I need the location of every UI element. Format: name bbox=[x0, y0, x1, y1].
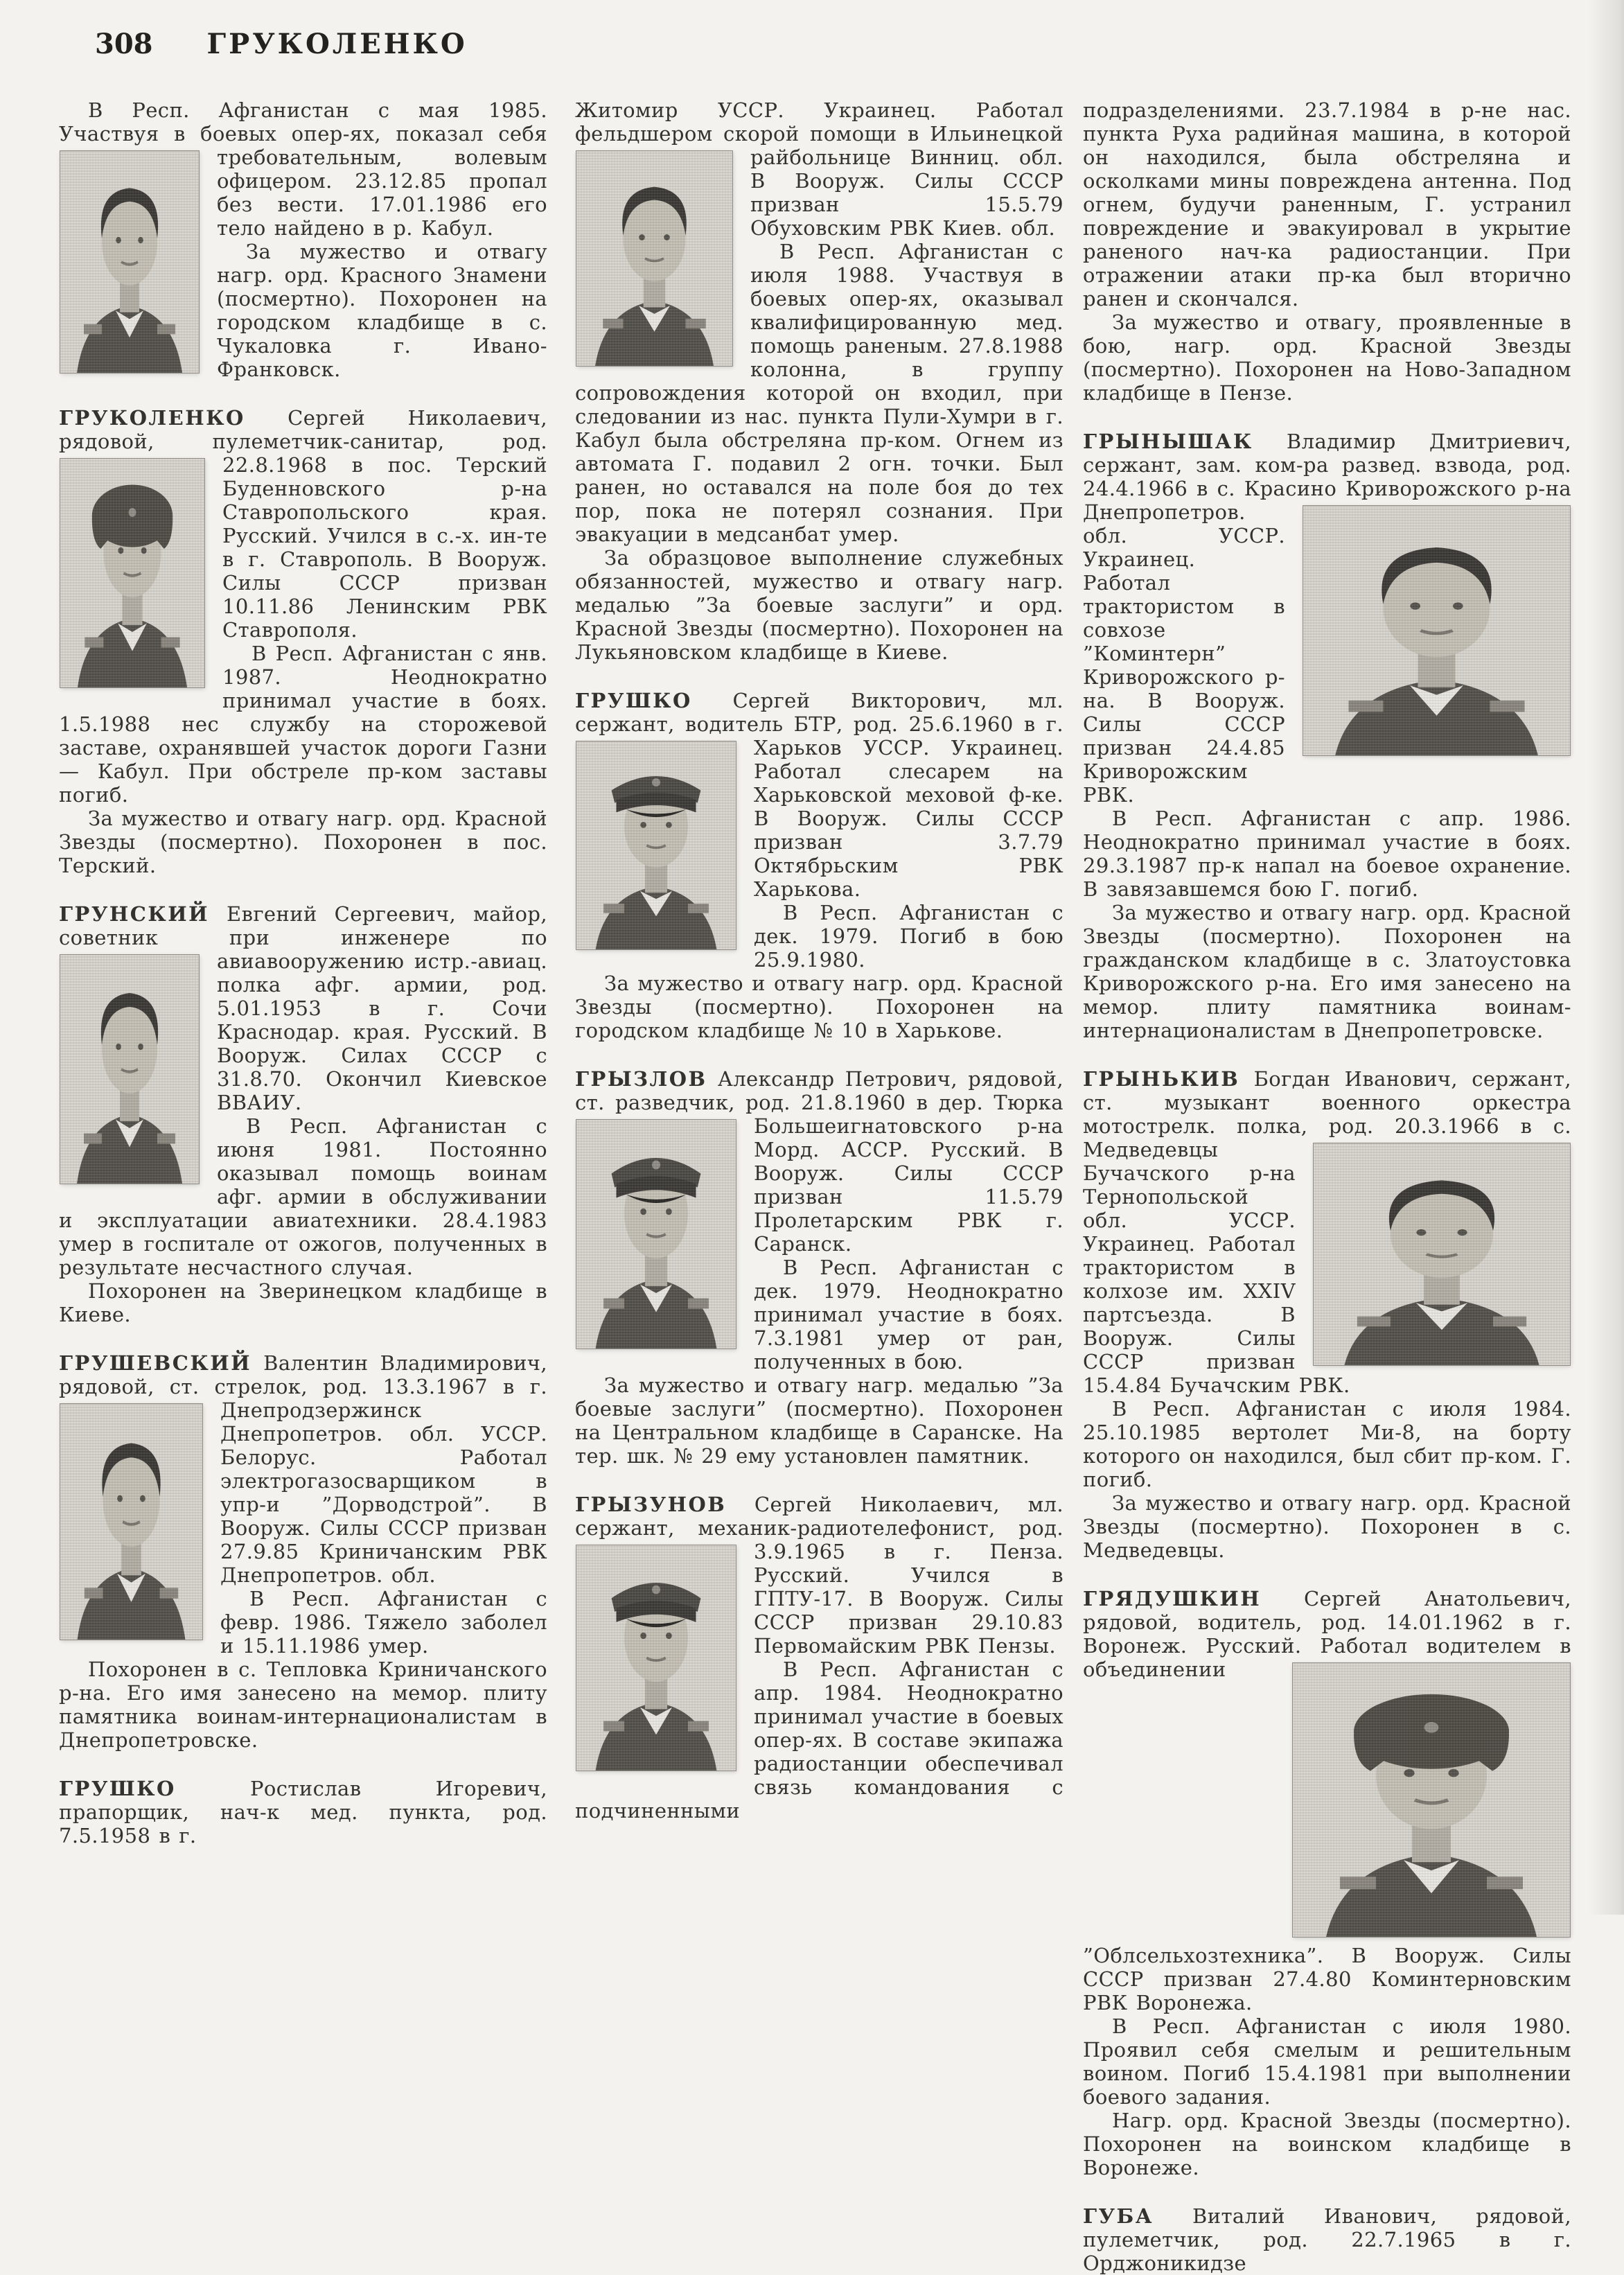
portrait-photo bbox=[576, 1545, 736, 1771]
body-paragraph: В Респ. Афганистан с янв. 1987. Неоднократно принимал участие в боях. 1.5.1988 нес службу на сторожевой заставе, охранявшей участок дороги Газни — Кабул. При обстреле пр-ком заставы погиб. bbox=[59, 642, 547, 807]
entry-paragraph: ГРЫЗУНОВ Сергей Николаевич, мл. сержант, механик-радиотелефонист, род. 3.9.1965 в г. Пенза. Русский. Учился в ГПТУ-17. В Вооруж. Силы СССР призван 29.10.83 Первомайским РВК Пензы. bbox=[575, 1493, 1063, 1658]
body-paragraph: В Респ. Афганистан с июля 1988. Участвуя в боевых опер-ях, оказывал квалифицированную мед. помощь раненым. 27.8.1988 колонна, в группу сопровождения которой он входил, при следовании из нас. пункта Пули-Хумри в г. Кабул была обстреляна пр-ком. Огнем из автомата Г. подавил 2 огн. точки. Был ранен, но оставался на поле боя до тех пор, пока не потерял сознания. При эвакуации в медсанбат умер. bbox=[575, 240, 1063, 546]
entry-surname: ГРЫНЫШАК bbox=[1083, 430, 1253, 453]
entry-paragraph: ГРЯДУШКИН Сергей Анатольевич, рядовой, водитель, род. 14.01.1962 в г. Воронеж. Русский. Работал водителем в объединении ”Облсельхозтехника”. В Вооруж. Силы СССР призван 27.4.80 Коминтерновским РВК Воронежа. bbox=[1083, 1587, 1572, 2014]
portrait-photo bbox=[576, 151, 732, 366]
body-paragraph: За мужество и отвагу нагр. орд. Красной Звезды (посмертно). Похоронен в пос. Терский. bbox=[59, 807, 547, 877]
body-paragraph: В Респ. Афганистан с февр. 1986. Тяжело заболел и 15.11.1986 умер. bbox=[220, 1587, 547, 1658]
page-header bbox=[95, 29, 468, 60]
body-paragraph: Нагр. орд. Красной Звезды (посмертно). Похоронен на воинском кладбище в Воронеже. bbox=[1083, 2109, 1571, 2179]
body-paragraph: В Респ. Афганистан с мая 1985. Участвуя в боевых опер-ях, показал себя требовательным, волевым офицером. 23.12.85 пропал без вести. 17.01.1986 его тело найдено в р. Кабул. bbox=[59, 98, 547, 240]
portrait-photo bbox=[1303, 506, 1570, 755]
entry-paragraph: ГРУШКО Сергей Викторович, мл. сержант, водитель БТР, род. 25.6.1960 в г. Харьков УССР. Украинец. Работал слесарем на Харьковской меховой ф-ке. В Вооруж. Силы СССР призван 3.7.79 Октябрьским РВК Харькова. bbox=[575, 689, 1063, 901]
entry-surname: ГРУШКО bbox=[575, 689, 692, 712]
body-paragraph: Похоронен на Зверинецком кладбище в Киеве. bbox=[59, 1279, 547, 1326]
portrait-photo bbox=[1314, 1143, 1570, 1365]
entry-paragraph: ГРЫЗЛОВ Александр Петрович, рядовой, ст. разведчик, род. 21.8.1960 в дер. Тюрка Большеигнатовского р-на Морд. АССР. Русский. В Вооруж. Силы СССР призван 11.5.79 Пролетарским РВК г. Саранск. bbox=[575, 1067, 1063, 1256]
portrait-photo bbox=[60, 1404, 202, 1640]
body-paragraph: За мужество и отвагу нагр. орд. Красной Звезды (посмертно). Похоронен в с. Медведевцы. bbox=[1083, 1491, 1571, 1562]
body-paragraph: За мужество и отвагу, проявленные в бою, нагр. орд. Красной Звезды (посмертно). Похоронен на Ново-Западном кладбище в Пензе. bbox=[1083, 310, 1571, 405]
body-paragraph: В Респ. Афганистан с дек. 1979. Неоднократно принимал участие в боях. 7.3.1981 умер от ран, полученных в бою. bbox=[754, 1256, 1063, 1373]
body-paragraph: В Респ. Афганистан с июня 1981. Постоянно оказывал помощь воинам афг. армии в обслуживании и эксплуатации авиатехники. 28.4.1983 умер в госпитале от ожогов, полученных в результате несчастного случая. bbox=[59, 1114, 547, 1279]
page-number: 308 bbox=[95, 28, 153, 60]
entry-paragraph: ГУБА Виталий Иванович, рядовой, пулеметчик, род. 22.7.1965 в г. Орджоникидзе bbox=[1083, 2204, 1571, 2275]
body-paragraph: За мужество и отвагу нагр. орд. Красной Звезды (посмертно). Похоронен на городском кладбище № 10 в Харькове. bbox=[575, 972, 1063, 1042]
body-paragraph: В Респ. Афганистан с апр. 1986. Неоднократно принимал участие в боях. 29.3.1987 пр-к напал на боевое охранение. В завязавшемся бою Г. погиб. bbox=[1083, 807, 1571, 901]
entry-paragraph: ГРУШКО Ростислав Игоревич, прапорщик, нач-к мед. пункта, род. 7.5.1958 в г. bbox=[59, 1777, 547, 1847]
portrait-photo bbox=[1293, 1663, 1570, 1937]
entry-paragraph: ГРУКОЛЕНКО Сергей Николаевич, рядовой, пулеметчик-санитар, род. 22.8.1968 в пос. Терский Буденновского р-на Ставропольского края. Русский. Учился в с.-х. ин-те в г. Ставрополь. В Вооруж. Силы СССР призван 10.11.86 Ленинским РВК Ставрополя. bbox=[59, 406, 547, 642]
body-paragraph: Похоронен в с. Тепловка Криничанского р-на. Его имя занесено на мемор. плиту памятника воинам-интернационалистам в Днепропетровске. bbox=[59, 1658, 547, 1752]
entry-surname: ГРУКОЛЕНКО bbox=[59, 406, 245, 430]
text-columns bbox=[59, 98, 1571, 2275]
body-paragraph: В Респ. Афганистан с апр. 1984. Неоднократно принимал участие в боевых опер-ях. В составе экипажа радиостанции обеспечивал связь командования с подчиненными bbox=[575, 1658, 1063, 1822]
entry-surname: ГРУШЕВСКИЙ bbox=[59, 1351, 252, 1375]
body-paragraph: подразделениями. 23.7.1984 в р-не нас. пункта Руха радийная машина, в которой он находился, была обстреляна и осколками мины повреждена антенна. Под огнем, будучи раненным, Г. устранил повреждение и эвакуировал в укрытие раненого нач-ка радиостанции. При отражении атаки пр-ка был вторично ранен и скончался. bbox=[1083, 98, 1571, 310]
portrait-photo bbox=[60, 955, 199, 1184]
portrait-photo bbox=[60, 459, 204, 687]
running-head: ГРУКОЛЕНКО bbox=[206, 28, 468, 60]
portrait-photo bbox=[60, 151, 199, 373]
body-paragraph: В Респ. Афганистан с июля 1984. 25.10.1985 вертолет Ми-8, на борту которого он находился, был сбит пр-ком. Г. погиб. bbox=[1083, 1397, 1571, 1491]
entry-surname: ГРЫЗУНОВ bbox=[575, 1493, 727, 1516]
body-paragraph: В Респ. Афганистан с дек. 1979. Погиб в бою 25.9.1980. bbox=[754, 901, 1063, 972]
text-column-1 bbox=[59, 98, 547, 1847]
body-paragraph: За мужество и отвагу нагр. медалью ”За боевые заслуги” (посмертно). Похоронен на Центральном кладбище в Саранске. На тер. шк. № 29 ему установлен памятник. bbox=[575, 1373, 1063, 1468]
text-column-2 bbox=[575, 98, 1063, 1822]
entry-surname: ГУБА bbox=[1083, 2204, 1154, 2228]
entry-surname: ГРЯДУШКИН bbox=[1083, 1587, 1262, 1610]
body-paragraph: За мужество и отвагу нагр. орд. Красной Звезды (посмертно). Похоронен на гражданском кладбище в с. Златоустовка Криворожского р-на. Его имя занесено на мемор. плиту памятника воинам-интернационалистам в Днепропетровске. bbox=[1083, 901, 1571, 1042]
entry-paragraph: ГРЫНЫШАК Владимир Дмитриевич, сержант, зам. ком-ра развед. взвода, род. 24.4.1966 в с. Красино Криворожского р-на Днепропетров. обл. УССР. Украинец. Работал трактористом в совхозе ”Коминтерн” Криворожского р-на. В Вооруж. Силы СССР призван 24.4.85 Криворожским РВК. bbox=[1083, 430, 1572, 807]
portrait-photo bbox=[576, 1120, 736, 1349]
entry-surname: ГРУНСКИЙ bbox=[59, 902, 210, 926]
body-paragraph: В Респ. Афганистан с июля 1980. Проявил себя смелым и решительным воином. Погиб 15.4.1981 при выполнении боевого задания. bbox=[1083, 2014, 1571, 2109]
body-paragraph: За образцовое выполнение служебных обязанностей, мужество и отвагу нагр. медалью ”За боевые заслуги” и орд. Красной Звезды (посмертно). Похоронен на Лукьяновском кладбище в Киеве. bbox=[575, 546, 1063, 664]
entry-surname: ГРЫЗЛОВ bbox=[575, 1067, 707, 1091]
entry-paragraph: ГРУНСКИЙ Евгений Сергеевич, майор, советник при инженере по авиавооружению истр.-авиац. полка афг. армии, род. 5.01.1953 в г. Сочи Краснодар. края. Русский. В Вооруж. Силах СССР с 31.8.70. Окончил Киевское ВВАИУ. bbox=[59, 902, 547, 1114]
text-column-3 bbox=[1083, 98, 1571, 2275]
entry-surname: ГРУШКО bbox=[59, 1777, 176, 1800]
body-paragraph: Житомир УССР. Украинец. Работал фельдшером скорой помощи в Ильинецкой райбольнице Винниц. обл. В Вооруж. Силы СССР призван 15.5.79 Обуховским РВК Киев. обл. bbox=[575, 98, 1063, 240]
entry-surname: ГРЫНЬКИВ bbox=[1083, 1067, 1240, 1091]
portrait-photo bbox=[576, 741, 736, 949]
entry-paragraph: ГРУШЕВСКИЙ Валентин Владимирович, рядовой, ст. стрелок, род. 13.3.1967 в г. Днепродзержинск Днепропетров. обл. УССР. Белорус. Работал электрогазосварщиком в упр-и ”Дорводстрой”. В Вооруж. Силы СССР призван 27.9.85 Криничанским РВК Днепропетров. обл. bbox=[59, 1351, 547, 1587]
body-paragraph: За мужество и отвагу нагр. орд. Красного Знамени (посмертно). Похоронен на городском кладбище в с. Чукаловка г. Ивано-Франковск. bbox=[217, 240, 547, 381]
entry-paragraph: ГРЫНЬКИВ Богдан Иванович, сержант, ст. музыкант военного оркестра мотострелк. полка, род. 20.3.1966 в с. Медведевцы Бучачского р-на Тернопольской обл. УССР. Украинец. Работал трактористом в колхозе им. XXIV партсъезда. В Вооруж. Силы СССР призван 15.4.84 Бучачским РВК. bbox=[1083, 1067, 1571, 1397]
